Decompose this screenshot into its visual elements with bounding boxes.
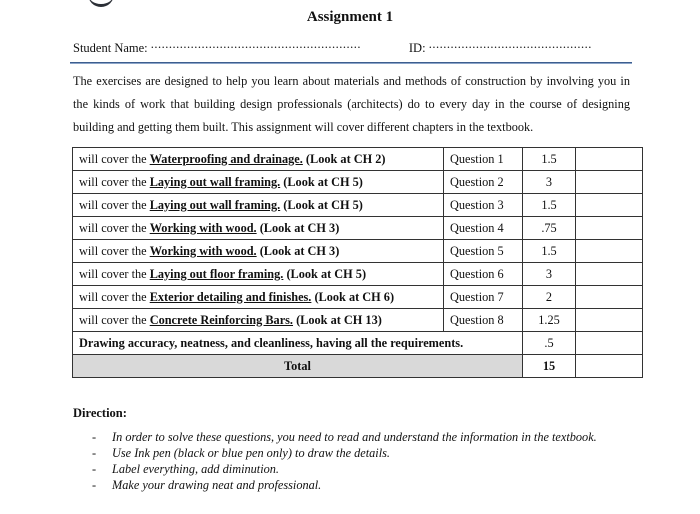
bullet-dash: - [92, 478, 97, 492]
points-cell: 3 [523, 263, 576, 286]
bullet-dash: - [92, 462, 97, 476]
bullet-dash: - [92, 430, 97, 444]
question-cell: Question 5 [444, 240, 523, 263]
score-cell [576, 171, 643, 194]
task-prefix: will cover the [79, 289, 150, 304]
task-reference: (Look at CH 13) [293, 312, 382, 327]
task-cell [73, 217, 444, 240]
total-row [73, 355, 643, 378]
task-prefix: will cover the [79, 220, 150, 235]
page-top-decoration [88, 0, 114, 7]
table-row [73, 286, 643, 309]
intro-paragraph: The exercises are designed to help you learn about materials and methods of construction by involving you in the kinds of work that building design professionals (architects) do to every day in the course of designing building and getting them built. This assignment will cover different chapters in the textbook. [73, 74, 630, 134]
task-cell [73, 148, 444, 171]
task-prefix: will cover the [79, 243, 150, 258]
task-cell [73, 171, 444, 194]
task-reference: (Look at CH 5) [280, 174, 363, 189]
task-topic: Exterior detailing and finishes. [149, 289, 312, 304]
direction-list [92, 429, 612, 493]
direction-text: Label everything, add diminution. [112, 462, 280, 476]
task-cell [73, 286, 444, 309]
direction-text: Make your drawing neat and professional. [112, 478, 322, 492]
task-reference: (Look at CH 6) [311, 289, 395, 304]
assignment-table [72, 147, 643, 378]
total-label: Total [73, 355, 523, 378]
task-prefix: will cover the [79, 312, 150, 327]
points-cell: 1.5 [523, 240, 576, 263]
task-cell [73, 309, 444, 332]
score-cell [576, 240, 643, 263]
student-name-label: Student Name: [73, 41, 148, 55]
score-cell [576, 194, 643, 217]
question-cell: Question 8 [444, 309, 523, 332]
points-cell: 2 [523, 286, 576, 309]
score-cell [576, 332, 643, 355]
page-title: Assignment 1 [306, 9, 394, 25]
table-row [73, 148, 643, 171]
task-cell [73, 240, 444, 263]
task-topic: Laying out floor framing. [149, 266, 284, 281]
accuracy-row [73, 332, 643, 355]
score-cell [576, 217, 643, 240]
table-row [73, 240, 643, 263]
task-reference: (Look at CH 5) [280, 197, 363, 212]
task-prefix: will cover the [79, 197, 150, 212]
points-cell: 3 [523, 171, 576, 194]
question-cell: Question 2 [444, 171, 523, 194]
score-cell [576, 355, 643, 378]
direction-text: Use Ink pen (black or blue pen only) to draw the details. [112, 446, 390, 460]
task-prefix: will cover the [79, 174, 150, 189]
table-row [73, 309, 643, 332]
direction-text: In order to solve these questions, you need to read and understand the information in the textbook. [112, 430, 597, 444]
task-reference: (Look at CH 3) [256, 243, 340, 258]
task-reference: (Look at CH 5) [283, 266, 367, 281]
bullet-dash: - [92, 446, 97, 460]
table-row [73, 263, 643, 286]
task-prefix: will cover the [79, 266, 150, 281]
question-cell: Question 3 [444, 194, 523, 217]
table-row [73, 171, 643, 194]
list-item [92, 477, 612, 493]
header-divider [70, 62, 632, 63]
score-cell [576, 286, 643, 309]
list-item [92, 429, 612, 445]
task-cell [73, 194, 444, 217]
task-topic: Laying out wall framing. [149, 197, 281, 212]
id-blank: ............................................. [428, 37, 592, 51]
table-row [73, 194, 643, 217]
points-cell: 1.25 [523, 309, 576, 332]
id-label: ID: [408, 41, 426, 55]
task-topic: Working with wood. [149, 243, 257, 258]
question-cell: Question 7 [444, 286, 523, 309]
task-reference: (Look at CH 3) [256, 220, 340, 235]
score-cell [576, 309, 643, 332]
task-reference: (Look at CH 2) [302, 151, 386, 166]
question-cell: Question 4 [444, 217, 523, 240]
student-name-blank: .......................................................... [150, 37, 362, 51]
task-cell [73, 263, 444, 286]
accuracy-points: .5 [523, 332, 576, 355]
direction-heading: Direction: [73, 406, 127, 420]
task-topic: Laying out wall framing. [149, 174, 281, 189]
points-cell: 1.5 [523, 194, 576, 217]
points-cell: 1.5 [523, 148, 576, 171]
task-topic: Concrete Reinforcing Bars. [149, 312, 294, 327]
question-cell: Question 1 [444, 148, 523, 171]
list-item [92, 461, 612, 477]
accuracy-label: Drawing accuracy, neatness, and cleanliness, having all the requirements. [73, 332, 523, 355]
task-topic: Working with wood. [149, 220, 257, 235]
table-row [73, 217, 643, 240]
question-cell: Question 6 [444, 263, 523, 286]
list-item [92, 445, 612, 461]
score-cell [576, 263, 643, 286]
score-cell [576, 148, 643, 171]
student-info-row [73, 37, 623, 56]
total-points: 15 [523, 355, 576, 378]
task-prefix: will cover the [79, 151, 150, 166]
points-cell: .75 [523, 217, 576, 240]
task-topic: Waterproofing and drainage. [149, 151, 303, 166]
